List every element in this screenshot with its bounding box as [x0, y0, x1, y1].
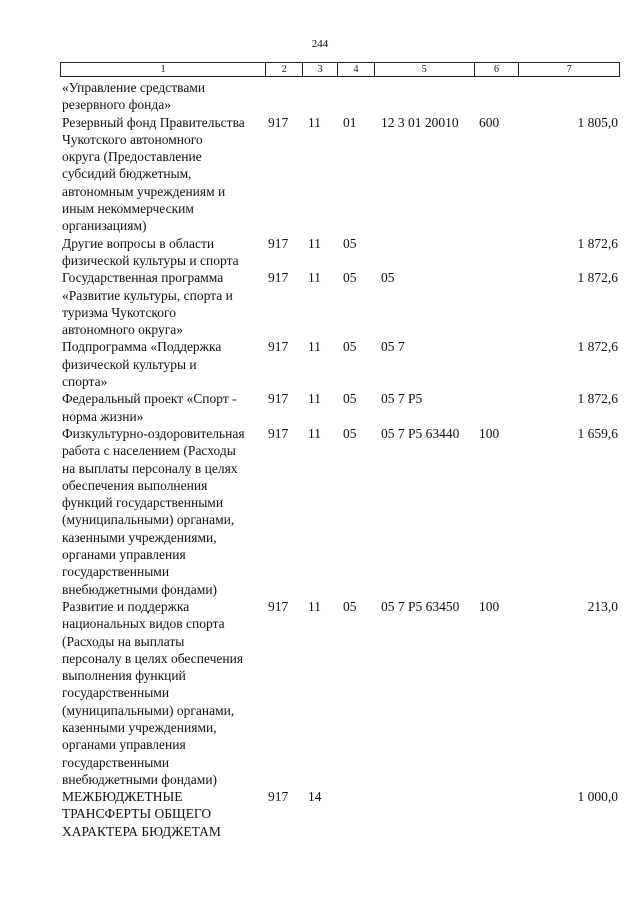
- row-col-3: 11: [308, 339, 321, 355]
- header-col-6: 6: [475, 63, 520, 76]
- row-col-2: 917: [268, 598, 289, 614]
- row-col-4: [338, 79, 375, 114]
- table-row: [60, 114, 620, 235]
- row-name: «Управление средствами резервного фонда»: [62, 80, 206, 113]
- row-col-4: [338, 788, 375, 840]
- header-col-4: 4: [338, 63, 375, 76]
- row-col-5: 05 7 P5 63450: [381, 598, 460, 614]
- row-name: МЕЖБЮДЖЕТНЫЕ ТРАНСФЕРТЫ ОБЩЕГО ХАРАКТЕРА БЮДЖЕТАМ: [62, 789, 221, 839]
- row-col-3: 11: [308, 270, 321, 286]
- row-col-2: 917: [268, 425, 289, 441]
- row-col-5: [375, 788, 475, 840]
- table-row: [60, 269, 620, 338]
- row-col-2: 917: [268, 391, 289, 407]
- table-row: [60, 338, 620, 390]
- row-amount: 1 872,6: [577, 339, 618, 355]
- row-col-5: 05 7: [381, 339, 405, 355]
- row-col-5: 05: [381, 270, 395, 286]
- row-name: Государственная программа «Развитие культуры, спорта и туризма Чукотского автономного округа»: [62, 270, 233, 338]
- row-amount: [520, 79, 620, 114]
- row-name: Федеральный проект «Спорт - норма жизни»: [62, 391, 237, 424]
- row-name: Развитие и поддержка национальных видов спорта (Расходы на выплаты персоналу в целях обеспечения выполнения функций государственными (муниципальными) органами, казенными учреждениями, органами управления государственными внебюджетными фондами): [62, 598, 244, 787]
- row-col-2: 917: [268, 270, 289, 286]
- row-col-4: 05: [343, 235, 357, 251]
- row-amount: 1 872,6: [577, 391, 618, 407]
- row-col-6: [475, 269, 520, 338]
- row-col-4: 05: [343, 339, 357, 355]
- row-col-2: 917: [268, 235, 289, 251]
- table-body: [60, 79, 620, 840]
- table-row: [60, 598, 620, 788]
- header-col-3: 3: [303, 63, 338, 76]
- row-col-5: 12 3 01 20010: [381, 114, 459, 130]
- row-col-6: 100: [479, 425, 500, 441]
- table-row: [60, 235, 620, 270]
- row-col-6: [475, 79, 520, 114]
- table-row: [60, 788, 620, 840]
- header-col-2: 2: [266, 63, 303, 76]
- row-col-2: [266, 79, 303, 114]
- table-row: [60, 390, 620, 425]
- row-col-4: 01: [343, 114, 357, 130]
- row-name: Подпрограмма «Поддержка физической культуры и спорта»: [62, 339, 222, 390]
- row-col-5: 05 7 P5: [381, 391, 423, 407]
- table-row: [60, 79, 620, 114]
- row-col-3: 11: [308, 425, 321, 441]
- row-col-6: 600: [479, 114, 500, 130]
- row-col-3: 11: [308, 391, 321, 407]
- row-col-2: 917: [268, 114, 289, 130]
- row-col-6: 100: [479, 598, 500, 614]
- row-col-3: 11: [308, 235, 321, 251]
- row-col-6: [475, 235, 520, 270]
- row-col-6: [475, 390, 520, 425]
- header-col-5: 5: [375, 63, 475, 76]
- row-name: Другие вопросы в области физической культуры и спорта: [62, 235, 239, 268]
- row-amount: 1 805,0: [577, 114, 618, 130]
- row-col-4: 05: [343, 391, 357, 407]
- row-name: Физкультурно-оздоровительная работа с населением (Расходы на выплаты персоналу в целях обеспечения выполнения функций государственными (муниципальными) органами, казенными учреждениями, органами управления государственными внебюджетными фондами): [62, 425, 245, 597]
- row-amount: 1 872,6: [577, 270, 618, 286]
- header-col-1: 1: [61, 63, 266, 76]
- row-col-4: 05: [343, 598, 357, 614]
- row-name: Резервный фонд Правительства Чукотского автономного округа (Предоставление субсидий бюджетным, автономным учреждениям и иным некоммерческим организациям): [62, 114, 245, 234]
- table-row: [60, 425, 620, 598]
- page-number: 244: [311, 38, 329, 50]
- row-amount: 1 872,6: [577, 235, 618, 251]
- row-col-6: [475, 338, 520, 390]
- row-col-6: [475, 788, 520, 840]
- row-col-2: 917: [268, 339, 289, 355]
- row-col-3: [303, 79, 338, 114]
- row-amount: 1 659,6: [577, 425, 618, 441]
- row-col-4: 05: [343, 425, 357, 441]
- row-col-5: 05 7 P5 63440: [381, 425, 460, 441]
- row-col-5: [375, 79, 475, 114]
- row-col-3: 11: [308, 114, 321, 130]
- table-header: [60, 62, 620, 77]
- row-col-4: 05: [343, 270, 357, 286]
- row-col-2: 917: [268, 789, 289, 805]
- row-col-5: [375, 235, 475, 270]
- header-col-7: 7: [566, 64, 572, 75]
- row-amount: 213,0: [587, 598, 618, 614]
- row-amount: 1 000,0: [577, 789, 618, 805]
- row-col-3: 11: [308, 598, 321, 614]
- row-col-3: 14: [308, 789, 322, 805]
